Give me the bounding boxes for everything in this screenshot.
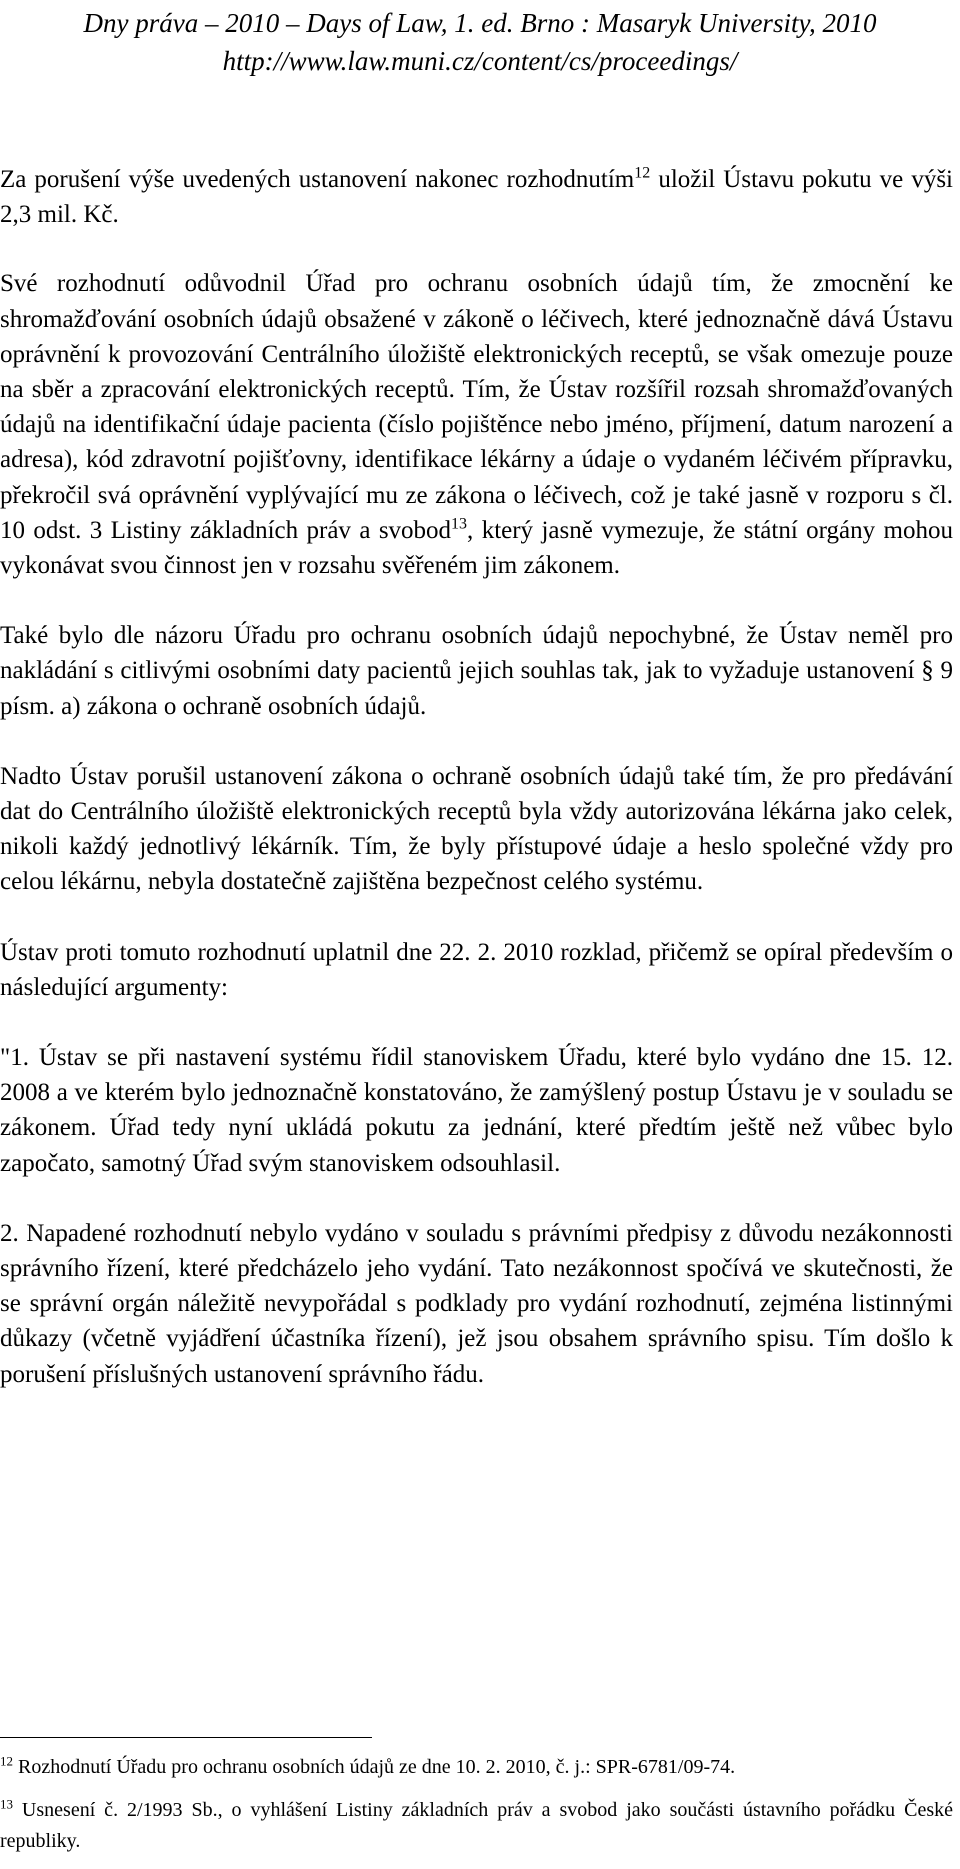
paragraph-consent: Také bylo dle názoru Úřadu pro ochranu osobních údajů nepochybné, že Ústav neměl pro nakládání s citlivými osobními daty pacientů jejich souhlas tak, jak to vyžaduje ustanovení § 9 písm. a) zákona o ochraně osobních údajů.: [0, 622, 953, 720]
paragraph-reasoning-text-start: Své rozhodnutí odůvodnil Úřad pro ochranu osobních údajů tím, že zmocnění ke shromažďování osobních údajů obsažené v zákoně o léčivech, které jednoznačně dává Ústavu oprávnění k provozování Centrálního úložiště elektronických receptů, se však omezuje pouze na sběr a zpracování elektronických receptů. Tím, že Ústav rozšířil rozsah shromažďovaných údajů na identifikační údaje pacienta (číslo pojištěnce nebo jméno, příjmení, datum narození a adresa), kód zdravotní pojišťovny, identifikace lékárny a údaje o vydaném léčivém přípravku, překročil svá oprávnění vyplývající mu ze zákona o léčivech, což je také jasně v rozporu s čl. 10 odst. 3 Listiny základních práv a svobod: [0, 270, 953, 544]
header-url: http://www.law.muni.cz/content/cs/proceedings/: [222, 46, 738, 76]
footnote-12: [0, 1752, 953, 1783]
footnote-12-text: Rozhodnutí Úřadu pro ochranu osobních údajů ze dne 10. 2. 2010, č. j.: SPR-6781/09-74.: [13, 1756, 736, 1778]
footnotes: [0, 1752, 953, 1869]
page-header: [0, 4, 960, 80]
footnote-13-text: Usnesení č. 2/1993 Sb., o vyhlášení Listiny základních práv a svobod jako součásti ústavního pořádku České republiky.: [0, 1799, 953, 1852]
paragraph-appeal: Ústav proti tomuto rozhodnutí uplatnil dne 22. 2. 2010 rozklad, přičemž se opíral především o následující argumenty:: [0, 938, 953, 1001]
footnote-separator: [0, 1737, 372, 1738]
paragraph-security: Nadto Ústav porušil ustanovení zákona o ochraně osobních údajů také tím, že pro předávání dat do Centrálního úložiště elektronických receptů byla vždy autorizována lékárna jako celek, nikoli každý jednotlivý lékárník. Tím, že byly přístupové údaje a heslo společné vždy pro celou lékárnu, nebyla dostatečně zajištěna bezpečnost celého systému.: [0, 762, 953, 896]
footnote-ref-12: 12: [634, 164, 651, 182]
paragraph-argument-2: 2. Napadené rozhodnutí nebylo vydáno v souladu s právními předpisy z důvodu nezákonnosti správního řízení, které předcházelo jeho vydání. Tato nezákonnost spočívá ve skutečnosti, že se správní orgán náležitě nevypořádal s podklady pro vydání rozhodnutí, zejména listinnými důkazy (včetně vyjádření účastníka řízení), jež jsou obsahem správního spisu. Tím došlo k porušení příslušných ustanovení správního řádu.: [0, 1219, 953, 1388]
paragraph-penalty: [0, 162, 953, 232]
paragraph-reasoning: [0, 266, 953, 583]
footnote-13: [0, 1795, 953, 1857]
document-body: [0, 162, 953, 1427]
header-citation: Dny práva – 2010 – Days of Law, 1. ed. Brno : Masaryk University, 2010: [83, 8, 877, 38]
footnote-12-number: 12: [0, 1753, 13, 1769]
paragraph-reasoning-text-end: , který jasně vymezuje, že státní orgány mohou vykonávat svou činnost jen v rozsahu svěřeném jim zákonem.: [0, 516, 953, 580]
paragraph-penalty-text-end: uložil Ústavu pokutu ve výši 2,3 mil. Kč.: [0, 166, 954, 229]
paragraph-argument-1: "1. Ústav se při nastavení systému řídil stanoviskem Úřadu, které bylo vydáno dne 15. 12. 2008 a ve kterém bylo jednoznačně konstatováno, že zamýšlený postup Ústavu je v souladu se zákonem. Úřad tedy nyní ukládá pokutu za jednání, které předtím ještě než vůbec bylo započato, samotný Úřad svým stanoviskem odsouhlasil.: [0, 1044, 953, 1177]
footnote-ref-13: 13: [451, 515, 468, 533]
footnote-13-number: 13: [0, 1796, 13, 1812]
paragraph-penalty-text-start: Za porušení výše uvedených ustanovení nakonec rozhodnutím: [0, 166, 635, 193]
